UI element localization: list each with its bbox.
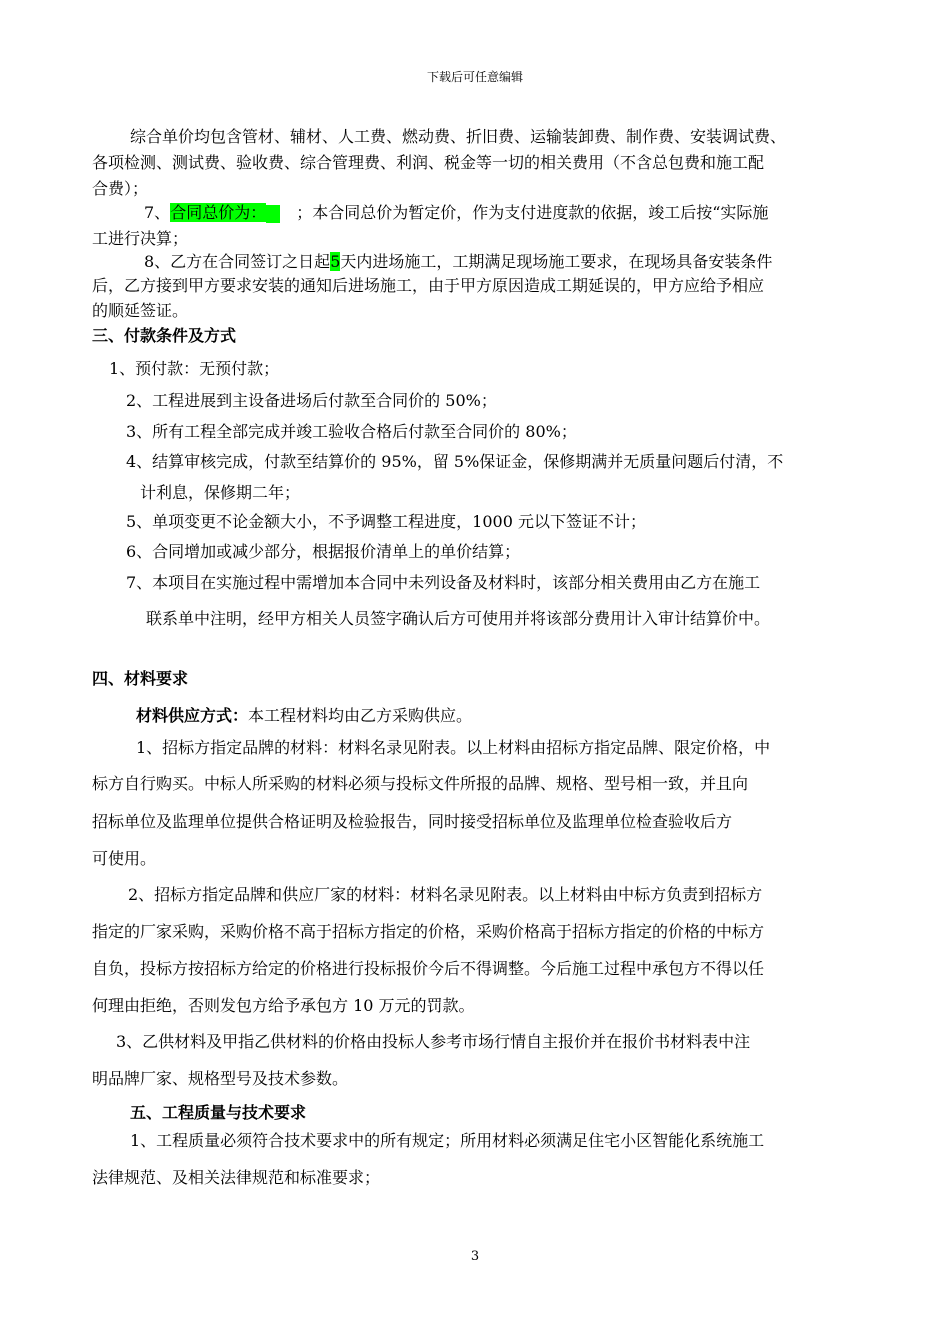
section3-title: 三、付款条件及方式 bbox=[92, 326, 237, 345]
section4-title: 四、材料要求 bbox=[92, 669, 189, 688]
section3-item-3: 3、所有工程全部完成并竣工验收合格后付款至合同价的 80%； bbox=[126, 422, 577, 441]
item8-prefix: 8、乙方在合同签订之日起 bbox=[144, 252, 331, 271]
item8-line-1 bbox=[144, 252, 772, 272]
contract-total-highlight: 合同总价为： bbox=[170, 203, 267, 222]
item8-line-2: 后，乙方接到甲方要求安装的通知后进场施工，由于甲方原因造成工期延误的，甲方应给予相应 bbox=[92, 276, 765, 295]
section5-p1-line-2: 法律规范、及相关法律规范和标准要求； bbox=[92, 1168, 381, 1187]
supply-method-line bbox=[136, 706, 472, 726]
intro-line-1: 综合单价均包含管材、辅材、人工费、燃动费、折旧费、运输装卸费、制作费、安装调试费、 bbox=[130, 127, 787, 146]
item7-prefix: 7、 bbox=[144, 203, 171, 222]
section4-p2-line-2: 指定的厂家采购，采购价格不高于招标方指定的价格，采购价格高于招标方指定的价格的中标方 bbox=[92, 922, 765, 941]
section4-p1-line-1: 1、招标方指定品牌的材料：材料名录见附表。以上材料由招标方指定品牌、限定价格，中 bbox=[136, 738, 771, 757]
contract-total-blank bbox=[266, 205, 280, 223]
item8-rest: 天内进场施工，工期满足现场施工要求，在现场具备安装条件 bbox=[340, 252, 773, 271]
item7-line-1 bbox=[144, 203, 768, 223]
section3-item-6: 6、合同增加或减少部分，根据报价清单上的单价结算； bbox=[126, 542, 521, 561]
item8-line-3: 的顺延签证。 bbox=[92, 301, 189, 320]
section3-item-4: 4、结算审核完成，付款至结算价的 95%，留 5%保证金，保修期满并无质量问题后付清，不 bbox=[126, 452, 784, 471]
section3-item-2: 2、工程进展到主设备进场后付款至合同价的 50%； bbox=[126, 391, 497, 410]
section3-item-7: 7、本项目在实施过程中需增加本合同中未列设备及材料时，该部分相关费用由乙方在施工 bbox=[126, 573, 761, 592]
section4-p3-line-1: 3、乙供材料及甲指乙供材料的价格由投标人参考市场行情自主报价并在报价书材料表中注 bbox=[116, 1032, 751, 1051]
section5-p1-line-1: 1、工程质量必须符合技术要求中的所有规定；所用材料必须满足住宅小区智能化系统施工 bbox=[130, 1131, 765, 1150]
supply-method-label: 材料供应方式： bbox=[136, 706, 249, 725]
section3-item-7-cont: 联系单中注明，经甲方相关人员签字确认后方可使用并将该部分费用计入审计结算价中。 bbox=[146, 609, 771, 628]
section4-p3-line-2: 明品牌厂家、规格型号及技术参数。 bbox=[92, 1069, 349, 1088]
section4-p1-line-2: 标方自行购买。中标人所采购的材料必须与投标文件所报的品牌、规格、型号相一致，并且向 bbox=[92, 774, 749, 793]
item7-line-2: 工进行决算； bbox=[92, 229, 189, 248]
section5-title: 五、工程质量与技术要求 bbox=[130, 1103, 307, 1122]
item7-rest: ；本合同总价为暂定价，作为支付进度款的依据，竣工后按“实际施 bbox=[296, 203, 769, 222]
section3-item-1: 1、预付款：无预付款； bbox=[109, 359, 280, 378]
section4-p2-line-3: 自负，投标方按招标方给定的价格进行投标报价今后不得调整。今后施工过程中承包方不得以任 bbox=[92, 959, 765, 978]
section3-item-4-cont: 计利息，保修期二年； bbox=[140, 483, 301, 502]
section4-p1-line-4: 可使用。 bbox=[92, 849, 157, 868]
supply-method-text: 本工程材料均由乙方采购供应。 bbox=[248, 706, 473, 725]
days-highlight: 5 bbox=[330, 252, 341, 271]
section4-p1-line-3: 招标单位及监理单位提供合格证明及检验报告，同时接受招标单位及监理单位检查验收后方 bbox=[92, 812, 733, 831]
page-header: 下载后可任意编辑 bbox=[426, 70, 523, 84]
section4-p2-line-4: 何理由拒绝，否则发包方给予承包方 10 万元的罚款。 bbox=[92, 996, 475, 1015]
page-number: 3 bbox=[470, 1249, 480, 1264]
intro-line-3: 合费）； bbox=[92, 179, 149, 198]
section3-item-5: 5、单项变更不论金额大小，不予调整工程进度，1000 元以下签证不计； bbox=[126, 512, 646, 531]
section4-p2-line-1: 2、招标方指定品牌和供应厂家的材料：材料名录见附表。以上材料由中标方负责到招标方 bbox=[128, 885, 763, 904]
intro-line-2: 各项检测、测试费、验收费、综合管理费、利润、税金等一切的相关费用（不含总包费和施工配 bbox=[92, 153, 765, 172]
